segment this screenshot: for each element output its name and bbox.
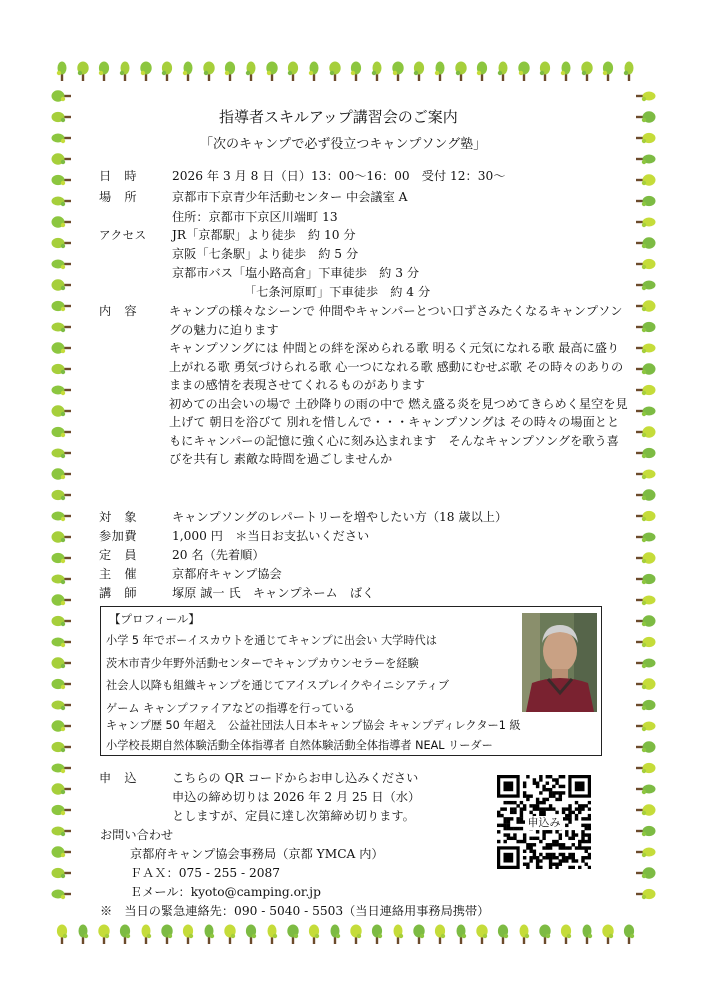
tree-icon <box>636 848 656 858</box>
tree-icon <box>52 216 72 227</box>
tree-icon <box>636 407 656 417</box>
tree-icon <box>636 92 656 102</box>
tree-icon <box>603 62 613 82</box>
tree-icon <box>498 925 508 945</box>
tree-icon <box>636 133 656 143</box>
tree-icon <box>52 323 72 333</box>
tree-icon <box>52 301 72 311</box>
content-paragraph: 初めての出会いの場で 土砂降りの雨の中で 燃え盛る炎を見つめてきらめく星空を見上げて 朝日を浴びて 別れを惜しんで・・・キャンプソングは その時々の場面とともにキャンパーの記憶に強く心に刻み込まれます そんなキャンプソングを歌う喜びを共有し 素敵な時間を過ごしませんか <box>169 396 628 466</box>
access-line: 「七条河原町」下車徒歩 約 4 分 <box>244 285 431 299</box>
tree-icon <box>457 925 467 945</box>
tree-icon <box>539 925 550 945</box>
tree-icon <box>636 867 656 878</box>
tree-icon <box>435 925 445 945</box>
tree-icon <box>394 925 404 945</box>
target-label: 対 象 <box>99 510 138 524</box>
profile-line: 社会人以降も組織キャンプを通じてアイスブレイクやイニシアティブ <box>106 679 450 692</box>
tree-icon <box>636 574 656 584</box>
fee-value: 1,000 円 ＊当日お支払いください <box>172 529 370 543</box>
tree-icon <box>602 925 613 945</box>
tree-icon <box>183 62 193 82</box>
tree-icon <box>246 62 256 82</box>
tree-icon <box>52 427 72 437</box>
host-label: 主 催 <box>99 567 138 581</box>
tree-icon <box>52 512 72 522</box>
tree-icon <box>455 62 466 82</box>
tree-icon <box>52 90 72 101</box>
contact-emergency: ※ 当日の緊急連絡先：090 - 5040 - 5503（当日連絡用事務局携帯） <box>100 904 490 918</box>
place-value: 京都市下京青少年活動センター 中会議室 A <box>172 190 408 204</box>
contact-heading: お問い合わせ <box>100 828 174 842</box>
tree-icon <box>435 62 445 82</box>
tree-icon <box>52 197 72 207</box>
tree-icon <box>203 62 214 82</box>
tree-icon <box>120 62 130 82</box>
tree-icon <box>52 531 72 542</box>
profile-line: 小学校長期自然体験活動全体指導者 自然体験活動全体指導者 NEAL リーダー <box>106 739 493 752</box>
tree-icon <box>636 196 656 206</box>
target-value: キャンプソングのレパートリーを増やしたい方（18 歳以上） <box>172 510 508 524</box>
tree-icon <box>309 62 319 82</box>
place-label: 場 所 <box>99 190 138 204</box>
tree-icon <box>636 344 656 354</box>
tree-icon <box>52 783 72 794</box>
tree-icon <box>52 720 72 731</box>
date-value: 2026 年 3 月 8 日（日）13：00〜16：00 受付 12：30〜 <box>172 169 506 183</box>
tree-icon <box>52 279 72 290</box>
tree-icon <box>624 925 634 945</box>
tree-icon <box>268 925 278 945</box>
content-paragraph: キャンプソングには 仲間との絆を深められる歌 明るく元気になれる歌 最高に盛り上がれる歌 勇気づけられる歌 心一つになれる歌 感動にむせぶ歌 その時々のありのままの感情を表現させてくれるものがあります <box>169 341 624 392</box>
profile-heading: 【プロフィール】 <box>109 612 200 626</box>
tree-icon <box>52 638 72 648</box>
tree-icon <box>246 925 256 945</box>
tree-icon <box>52 405 72 416</box>
tree-icon <box>161 925 172 945</box>
tree-icon <box>372 62 382 82</box>
tree-icon <box>636 237 656 248</box>
tree-icon <box>52 468 72 479</box>
tree-icon <box>636 218 656 228</box>
application-line: 申込の締め切りは 2026 年 2 月 25 日（水） <box>172 790 421 804</box>
tree-icon <box>52 764 72 774</box>
tree-icon <box>140 62 151 82</box>
profile-line: 茨木市青少年野外活動センターでキャンプカウンセラーを経験 <box>106 657 419 670</box>
access-line: 京阪「七条駅」より徒歩 約 5 分 <box>172 247 359 261</box>
tree-icon <box>636 300 656 311</box>
tree-icon <box>636 722 656 732</box>
tree-icon <box>636 363 656 374</box>
page-title: 指導者スキルアップ講習会のご案内 <box>219 108 458 126</box>
tree-icon <box>636 804 656 815</box>
tree-icon <box>52 553 72 563</box>
tree-icon <box>476 925 487 945</box>
tree-icon <box>329 62 340 82</box>
tree-icon <box>636 448 656 458</box>
instructor-label: 講 師 <box>99 586 138 600</box>
tree-icon <box>52 742 72 752</box>
tree-icon <box>288 62 298 82</box>
tree-icon <box>351 62 361 82</box>
tree-icon <box>561 62 571 82</box>
tree-icon <box>636 259 656 269</box>
tree-icon <box>636 281 656 291</box>
tree-icon <box>372 925 382 945</box>
tree-icon <box>52 153 72 164</box>
tree-icon <box>518 62 529 82</box>
tree-icon <box>52 657 72 668</box>
tree-icon <box>52 594 72 605</box>
tree-icon <box>57 62 67 82</box>
tree-icon <box>52 846 72 857</box>
tree-icon <box>636 637 656 647</box>
qr-label: 申込み <box>525 816 563 830</box>
tree-icon <box>52 575 72 585</box>
profile-line: ゲーム キャンプファイアなどの指導を行っている <box>106 702 356 715</box>
tree-icon <box>636 785 656 795</box>
tree-icon <box>52 134 72 144</box>
tree-icon <box>540 62 550 82</box>
tree-icon <box>52 260 72 270</box>
tree-icon <box>636 741 656 752</box>
tree-icon <box>583 925 593 945</box>
tree-icon <box>57 925 67 945</box>
access-line: JR「京都駅」より徒歩 約 10 分 <box>172 228 356 242</box>
contact-fax: ＦＡＸ：075 - 255 - 2087 <box>130 866 281 880</box>
tree-icon <box>183 925 193 945</box>
content-body <box>169 302 629 469</box>
tree-icon <box>120 925 130 945</box>
tree-icon <box>52 364 72 374</box>
tree-icon <box>225 62 235 82</box>
tree-icon <box>52 112 72 122</box>
application-line[interactable]: こちらの QR コードからお申し込みください <box>172 771 419 785</box>
access-label: アクセス <box>99 228 147 242</box>
date-label: 日 時 <box>99 169 138 183</box>
tree-icon <box>52 805 72 815</box>
tree-icon <box>99 62 109 82</box>
tree-icon <box>520 925 530 945</box>
tree-icon <box>636 511 656 521</box>
tree-icon <box>52 890 72 900</box>
tree-icon <box>581 62 592 82</box>
tree-icon <box>636 174 656 185</box>
tree-icon <box>350 925 361 945</box>
tree-icon <box>77 62 88 82</box>
tree-icon <box>636 111 656 122</box>
tree-icon <box>636 470 656 480</box>
address-value: 住所：京都市下京区川端町 13 <box>172 210 338 224</box>
tree-icon <box>636 889 656 899</box>
tree-icon <box>636 700 656 710</box>
tree-icon <box>98 925 109 945</box>
tree-icon <box>52 175 72 185</box>
tree-icon <box>52 679 72 689</box>
tree-icon <box>636 659 656 669</box>
tree-icon <box>636 155 656 165</box>
profile-line: 小学 5 年でボーイスカウトを通じてキャンプに出会い 大学時代は <box>106 634 437 647</box>
application-line: としますが、定員に達し次第締め切ります。 <box>172 809 415 823</box>
tree-icon <box>52 342 72 353</box>
tree-icon <box>636 533 656 543</box>
profile-line: キャンプ歴 50 年超え 公益社団法人日本キャンプ協会 キャンプディレクター1 級 <box>106 719 521 732</box>
tree-icon <box>52 449 72 459</box>
tree-icon <box>477 62 487 82</box>
application-label: 申 込 <box>99 771 138 785</box>
tree-icon <box>414 62 424 82</box>
tree-icon <box>413 925 424 945</box>
tree-icon <box>636 322 656 332</box>
tree-icon <box>162 62 172 82</box>
capacity-value: 20 名（先着順） <box>172 548 265 562</box>
tree-icon <box>331 925 341 945</box>
tree-icon <box>636 596 656 606</box>
contact-email[interactable]: Ｅメール：kyoto@camping.or.jp <box>130 885 321 899</box>
tree-icon <box>636 826 656 836</box>
content-label: 内 容 <box>99 304 138 318</box>
tree-icon <box>636 615 656 626</box>
tree-icon <box>52 701 72 711</box>
host-value: 京都府キャンプ協会 <box>172 567 282 581</box>
capacity-label: 定 員 <box>99 548 138 562</box>
tree-icon <box>636 426 656 437</box>
instructor-photo <box>522 613 597 712</box>
content-paragraph: キャンプの様々なシーンで 仲間やキャンパーとつい口ずさみたくなるキャンプソングの魅力に迫ります <box>169 304 623 337</box>
tree-icon <box>52 386 72 396</box>
access-line: 京都市バス「塩小路高倉」下車徒歩 約 3 分 <box>172 266 420 280</box>
tree-icon <box>392 62 403 82</box>
tree-icon <box>561 925 571 945</box>
tree-icon <box>636 678 656 689</box>
tree-icon <box>52 616 72 626</box>
tree-icon <box>498 62 508 82</box>
tree-icon <box>205 925 215 945</box>
contact-office: 京都府キャンプ協会事務局（京都 YMCA 内） <box>130 847 384 861</box>
page-subtitle: 「次のキャンプで必ず役立つキャンプソング塾」 <box>200 137 487 152</box>
profile-box <box>100 606 602 756</box>
tree-icon <box>142 925 152 945</box>
tree-icon <box>224 925 235 945</box>
tree-icon <box>52 490 72 500</box>
tree-icon <box>287 925 298 945</box>
tree-icon <box>636 763 656 773</box>
tree-icon <box>636 489 656 500</box>
fee-label: 参加費 <box>99 529 138 543</box>
tree-icon <box>624 62 634 82</box>
tree-icon <box>79 925 89 945</box>
instructor-value: 塚原 誠一 氏 キャンプネーム ばく <box>172 586 375 600</box>
tree-icon <box>636 385 656 395</box>
tree-icon <box>309 925 319 945</box>
tree-icon <box>52 827 72 837</box>
tree-icon <box>52 238 72 248</box>
tree-icon <box>52 868 72 878</box>
tree-icon <box>266 62 277 82</box>
tree-icon <box>636 552 656 563</box>
